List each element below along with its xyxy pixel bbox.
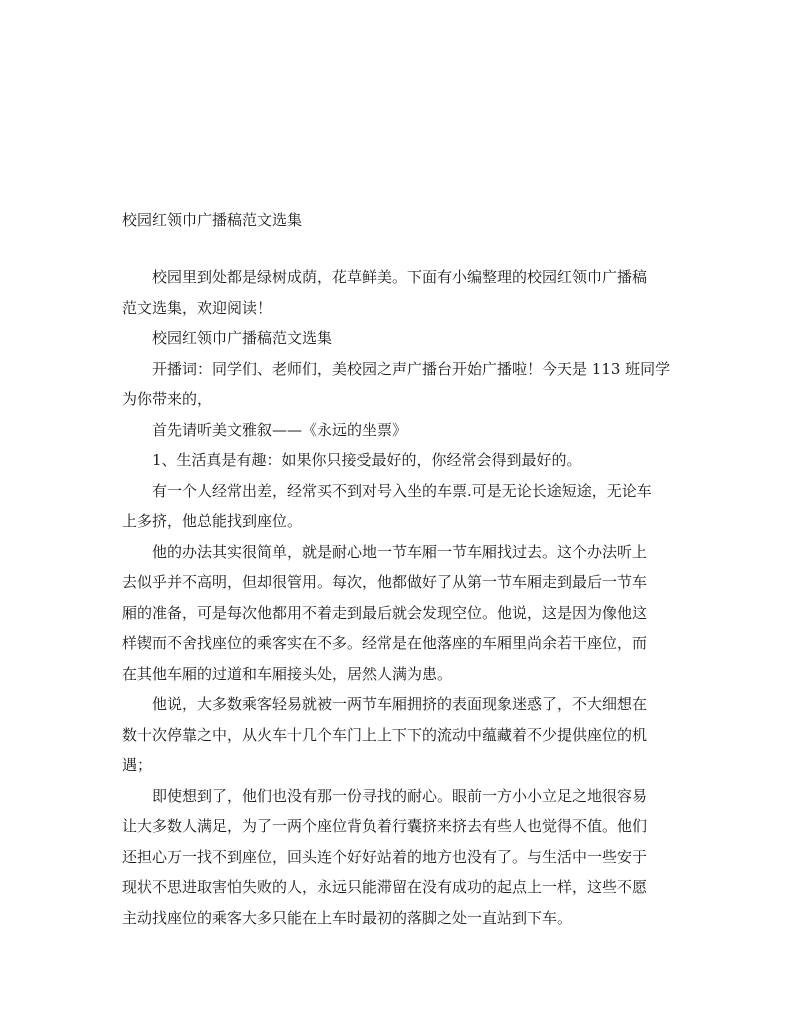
paragraph-intro: 校园里到处都是绿树成荫，花草鲜美。下面有小编整理的校园红领巾广播稿 范文选集，欢迎阅读！	[122, 268, 648, 317]
document-title: 校园红领巾广播稿范文选集	[122, 211, 303, 229]
paragraph-story-3: 他说，大多数乘客轻易就被一两节车厢拥挤的表面现象迷惑了，不大细想在 数十次停靠之中，从火车十几个车门上上下下的流动中蕴藏着不少提供座位的机 遇；	[122, 695, 648, 774]
paragraph-subtitle: 校园红领巾广播稿范文选集	[152, 329, 333, 347]
paragraph-story-2: 他的办法其实很简单，就是耐心地一节车厢一节车厢找过去。这个办法听上 去似乎并不高明，但却很管用。每次，他都做好了从第一节车厢走到最后一节车 厢的准备，可是每次他都用不着走到最后就会发现空位。他说，这是因为像他这 样锲而不舍找座位的乘客实在不多。经常是在他落座的车厢里尚余若干座位，而 在其他车厢的过道和车厢接头处，居然人满为患。	[122, 542, 648, 683]
paragraph-story-4: 即使想到了，他们也没有那一份寻找的耐心。眼前一方小小立足之地很容易 让大多数人满足，为了一两个座位背负着行囊挤来挤去有些人也觉得不值。他们 还担心万一找不到座位，回头连个好好站着的地方也没有了。与生活中一些安于 现状不思进取害怕失败的人，永远只能滞留在没有成功的起点上一样，这些不愿 主动找座位的乘客大多只能在上车时最初的落脚之处一直站到下车。	[122, 786, 648, 927]
paragraph-essay-intro: 首先请听美文雅叙——《永远的坐票》	[152, 420, 408, 439]
paragraph-opening: 开播词：同学们、老师们，美校园之声广播台开始广播啦！今天是 113 班同学 为你带来的，	[122, 359, 671, 408]
document-body	[122, 262, 682, 933]
paragraph-story-1: 有一个人经常出差，经常买不到对号入坐的车票.可是无论长途短途，无论车 上多挤，他总能找到座位。	[122, 481, 652, 530]
paragraph-point-1: 1、生活真是有趣：如果你只接受最好的，你经常会得到最好的。	[152, 451, 582, 469]
